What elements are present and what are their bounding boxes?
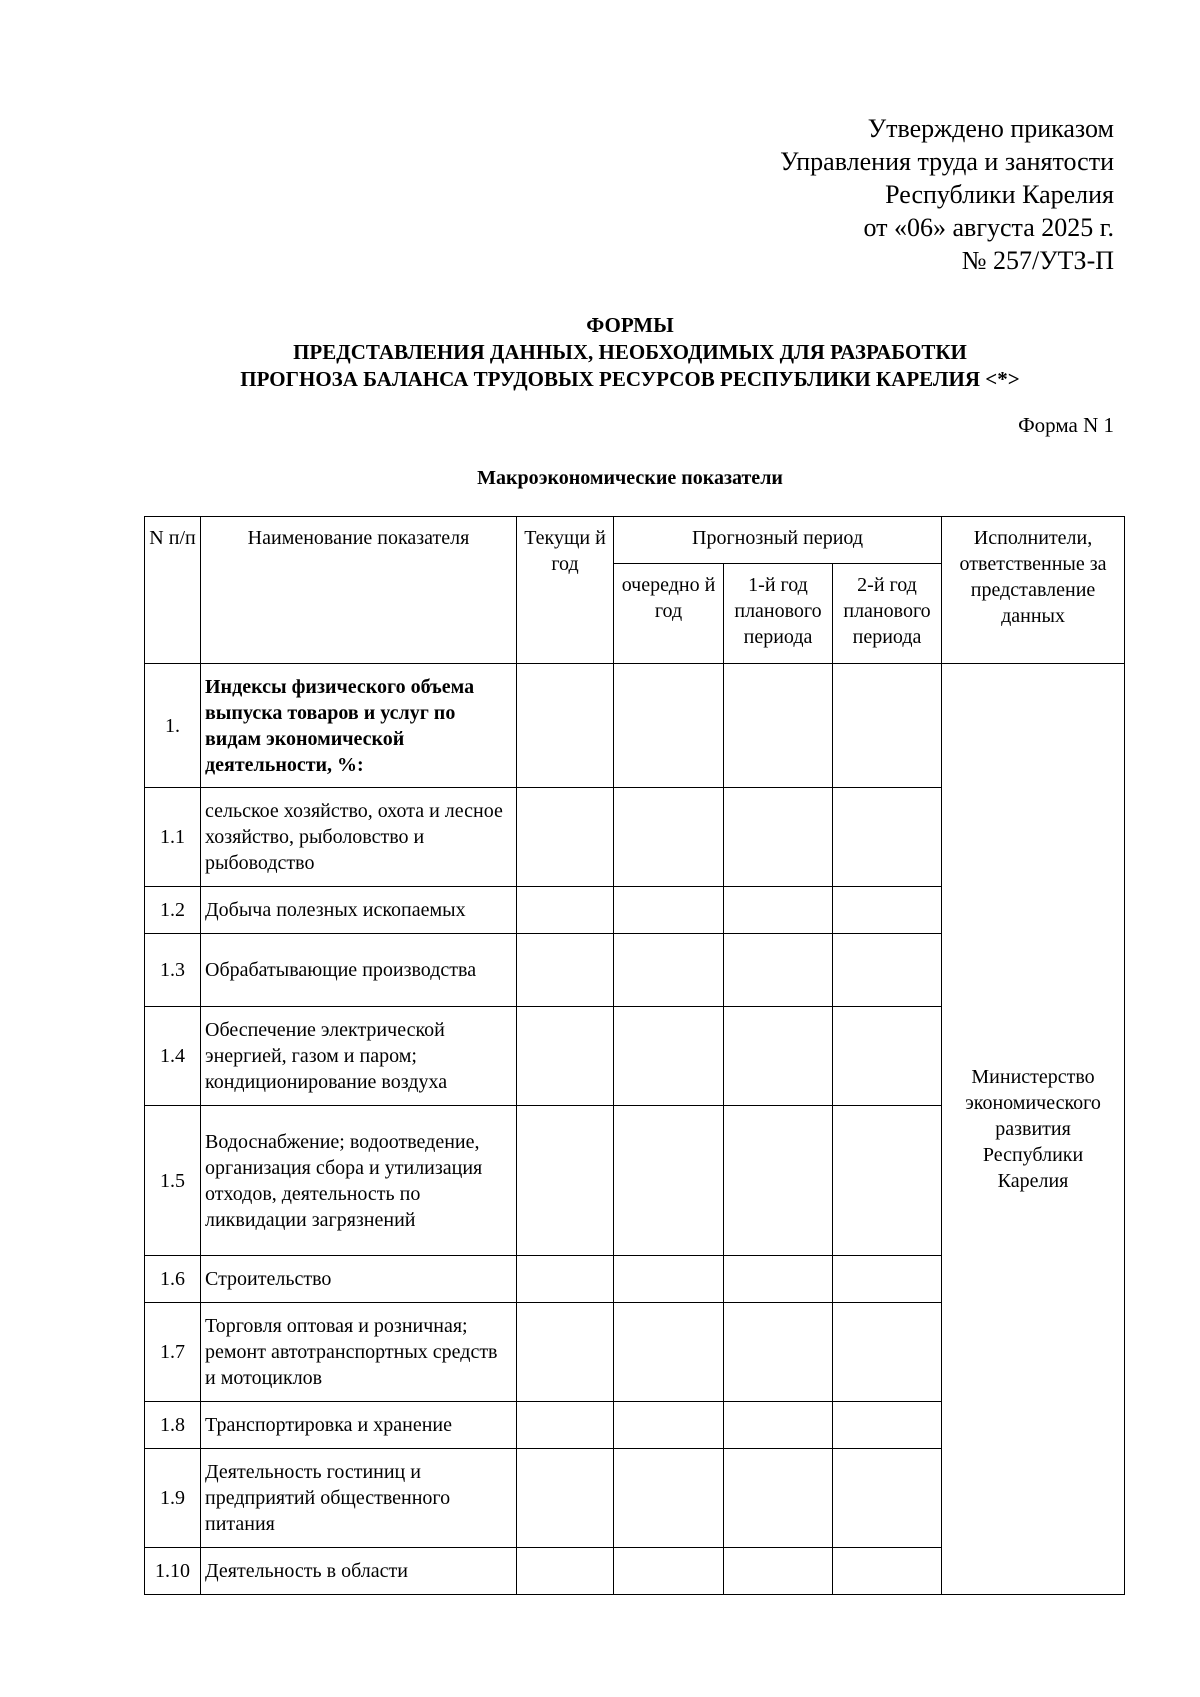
- cell-current: [517, 1402, 614, 1449]
- cell-plan1: [724, 1449, 833, 1548]
- cell-plan2: [833, 1007, 942, 1106]
- cell-next: [614, 664, 724, 788]
- row-name: Деятельность гостиниц и предприятий общественного питания: [201, 1449, 517, 1548]
- cell-plan2: [833, 1548, 942, 1595]
- header-forecast-period: Прогнозный период: [614, 517, 942, 564]
- cell-plan1: [724, 887, 833, 934]
- cell-next: [614, 1256, 724, 1303]
- row-name: Водоснабжение; водоотведение, организация сбора и утилизация отходов, деятельность по ликвидации загрязнений: [201, 1106, 517, 1256]
- approval-line: Республики Карелия: [885, 180, 1114, 209]
- title-line: ПРЕДСТАВЛЕНИЯ ДАННЫХ, НЕОБХОДИМЫХ ДЛЯ РАЗРАБОТКИ: [293, 340, 967, 364]
- cell-plan1: [724, 1106, 833, 1256]
- row-num: 1.5: [145, 1106, 201, 1256]
- cell-plan1: [724, 934, 833, 1007]
- cell-plan2: [833, 1449, 942, 1548]
- cell-plan1: [724, 1303, 833, 1402]
- cell-plan2: [833, 1402, 942, 1449]
- cell-current: [517, 887, 614, 934]
- title-line: ПРОГНОЗА БАЛАНСА ТРУДОВЫХ РЕСУРСОВ РЕСПУБЛИКИ КАРЕЛИЯ <*>: [240, 367, 1020, 391]
- header-plan-year-2: 2-й год планового периода: [833, 564, 942, 664]
- cell-plan2: [833, 1303, 942, 1402]
- cell-current: [517, 1303, 614, 1402]
- cell-next: [614, 1449, 724, 1548]
- cell-current: [517, 1256, 614, 1303]
- row-num: 1.: [145, 664, 201, 788]
- row-num: 1.4: [145, 1007, 201, 1106]
- row-num: 1.9: [145, 1449, 201, 1548]
- form-number: Форма N 1: [1018, 413, 1114, 437]
- header-plan-year-1: 1-й год планового периода: [724, 564, 833, 664]
- cell-current: [517, 788, 614, 887]
- header-name: Наименование показателя: [201, 517, 517, 664]
- cell-plan2: [833, 887, 942, 934]
- cell-next: [614, 788, 724, 887]
- cell-next: [614, 1402, 724, 1449]
- header-num: N п/п: [145, 517, 201, 664]
- row-name: Обеспечение электрической энергией, газом и паром; кондиционирование воздуха: [201, 1007, 517, 1106]
- cell-plan2: [833, 934, 942, 1007]
- row-num: 1.10: [145, 1548, 201, 1595]
- row-name: сельское хозяйство, охота и лесное хозяйство, рыболовство и рыбоводство: [201, 788, 517, 887]
- row-name: Строительство: [201, 1256, 517, 1303]
- approval-order-number: № 257/УТЗ-П: [961, 246, 1114, 275]
- row-num: 1.2: [145, 887, 201, 934]
- row-name: Индексы физического объема выпуска товаров и услуг по видам экономической деятельности, %:: [201, 664, 517, 788]
- row-num: 1.7: [145, 1303, 201, 1402]
- cell-current: [517, 934, 614, 1007]
- cell-plan1: [724, 664, 833, 788]
- row-num: 1.3: [145, 934, 201, 1007]
- header-next-year: очередно й год: [614, 564, 724, 664]
- approval-line: Утверждено приказом: [867, 114, 1114, 143]
- cell-next: [614, 1303, 724, 1402]
- cell-plan2: [833, 664, 942, 788]
- row-num: 1.6: [145, 1256, 201, 1303]
- cell-next: [614, 887, 724, 934]
- document-title: [0, 312, 1200, 393]
- header-current-year: Текущи й год: [517, 517, 614, 664]
- cell-plan1: [724, 788, 833, 887]
- cell-current: [517, 1449, 614, 1548]
- row-num: 1.8: [145, 1402, 201, 1449]
- row-num: 1.1: [145, 788, 201, 887]
- row-name: Деятельность в области: [201, 1548, 517, 1595]
- cell-current: [517, 664, 614, 788]
- cell-plan1: [724, 1548, 833, 1595]
- approval-date: от «06» августа 2025 г.: [863, 213, 1114, 242]
- table-row: [145, 664, 1125, 788]
- cell-next: [614, 1007, 724, 1106]
- cell-next: [614, 1548, 724, 1595]
- cell-plan2: [833, 788, 942, 887]
- cell-next: [614, 934, 724, 1007]
- cell-plan2: [833, 1256, 942, 1303]
- cell-current: [517, 1007, 614, 1106]
- header-executors: Исполнители, ответственные за представление данных: [942, 517, 1125, 664]
- row-name: Обрабатывающие производства: [201, 934, 517, 1007]
- row-name: Транспортировка и хранение: [201, 1402, 517, 1449]
- title-line: ФОРМЫ: [586, 313, 674, 337]
- row-name: Добыча полезных ископаемых: [201, 887, 517, 934]
- table-title: Макроэкономические показатели: [477, 467, 783, 489]
- cell-plan1: [724, 1402, 833, 1449]
- indicators-table: [144, 516, 1125, 1595]
- approval-block: [514, 112, 1114, 277]
- cell-plan1: [724, 1256, 833, 1303]
- executor-cell: Министерство экономического развития Республики Карелия: [942, 664, 1125, 1595]
- approval-line: Управления труда и занятости: [780, 147, 1114, 176]
- cell-plan1: [724, 1007, 833, 1106]
- cell-plan2: [833, 1106, 942, 1256]
- cell-next: [614, 1106, 724, 1256]
- row-name: Торговля оптовая и розничная; ремонт автотранспортных средств и мотоциклов: [201, 1303, 517, 1402]
- cell-current: [517, 1548, 614, 1595]
- cell-current: [517, 1106, 614, 1256]
